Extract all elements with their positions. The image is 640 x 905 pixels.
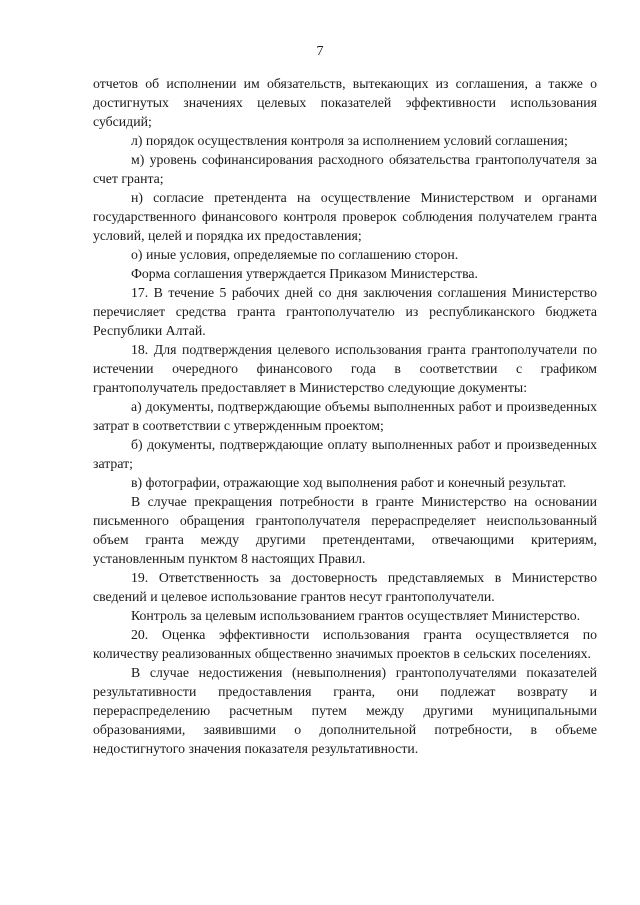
document-body xyxy=(93,74,597,758)
page-number: 7 xyxy=(316,44,324,59)
paragraph-item-o: о) иные условия, определяемые по соглашению сторон. xyxy=(131,247,459,262)
paragraph-clause-17: 17. В течение 5 рабочих дней со дня заключения соглашения Министерство перечисляет средства гранта грантополучателю из республиканского бюджета Республики Алтай. xyxy=(93,285,597,338)
paragraph-item-v: в) фотографии, отражающие ход выполнения работ и конечный результат. xyxy=(131,475,567,490)
paragraph-item-l: л) порядок осуществления контроля за исполнением условий соглашения; xyxy=(131,133,568,148)
paragraph-redistribution: В случае прекращения потребности в гранте Министерство на основании письменного обращения грантополучателя перераспределяет неиспользованный объем гранта между другими претендентами, отвечающими критериям, установленным пунктом 8 настоящих Правил. xyxy=(93,494,597,566)
paragraph-clause-18: 18. Для подтверждения целевого использования гранта грантополучатели по истечении очередного финансового года в соответствии с графиком грантополучатель предоставляет в Министерство следующие документы: xyxy=(93,342,597,395)
paragraph-clause-20: 20. Оценка эффективности использования гранта осуществляется по количеству реализованных общественно значимых проектов в сельских поселениях. xyxy=(93,627,597,661)
paragraph-clause-19: 19. Ответственность за достоверность представляемых в Министерство сведений и целевое использование грантов несут грантополучатели. xyxy=(93,570,597,604)
paragraph-agreement-form: Форма соглашения утверждается Приказом Министерства. xyxy=(131,266,478,281)
paragraph-item-b: б) документы, подтверждающие оплату выполненных работ и произведенных затрат; xyxy=(93,437,597,471)
paragraph-non-achievement: В случае недостижения (невыполнения) грантополучателями показателей результативности предоставления гранта, они подлежат возврату и перераспределению расчетным путем между другими муниципальными образованиями, заявившими о дополнительной потребности, в объеме недостигнутого значения показателя результативности. xyxy=(93,665,597,756)
paragraph-continuation: отчетов об исполнении им обязательств, вытекающих из соглашения, а также о достигнутых значениях целевых показателей эффективности использования субсидий; xyxy=(93,76,597,129)
paragraph-item-m: м) уровень софинансирования расходного обязательства грантополучателя за счет гранта; xyxy=(93,152,597,186)
paragraph-control: Контроль за целевым использованием грантов осуществляет Министерство. xyxy=(131,608,581,623)
paragraph-item-a: а) документы, подтверждающие объемы выполненных работ и произведенных затрат в соответствии с утвержденным проектом; xyxy=(93,399,597,433)
paragraph-item-n: н) согласие претендента на осуществление Министерством и органами государственного финансового контроля проверок соблюдения получателем гранта условий, целей и порядка их предоставления; xyxy=(93,190,597,243)
